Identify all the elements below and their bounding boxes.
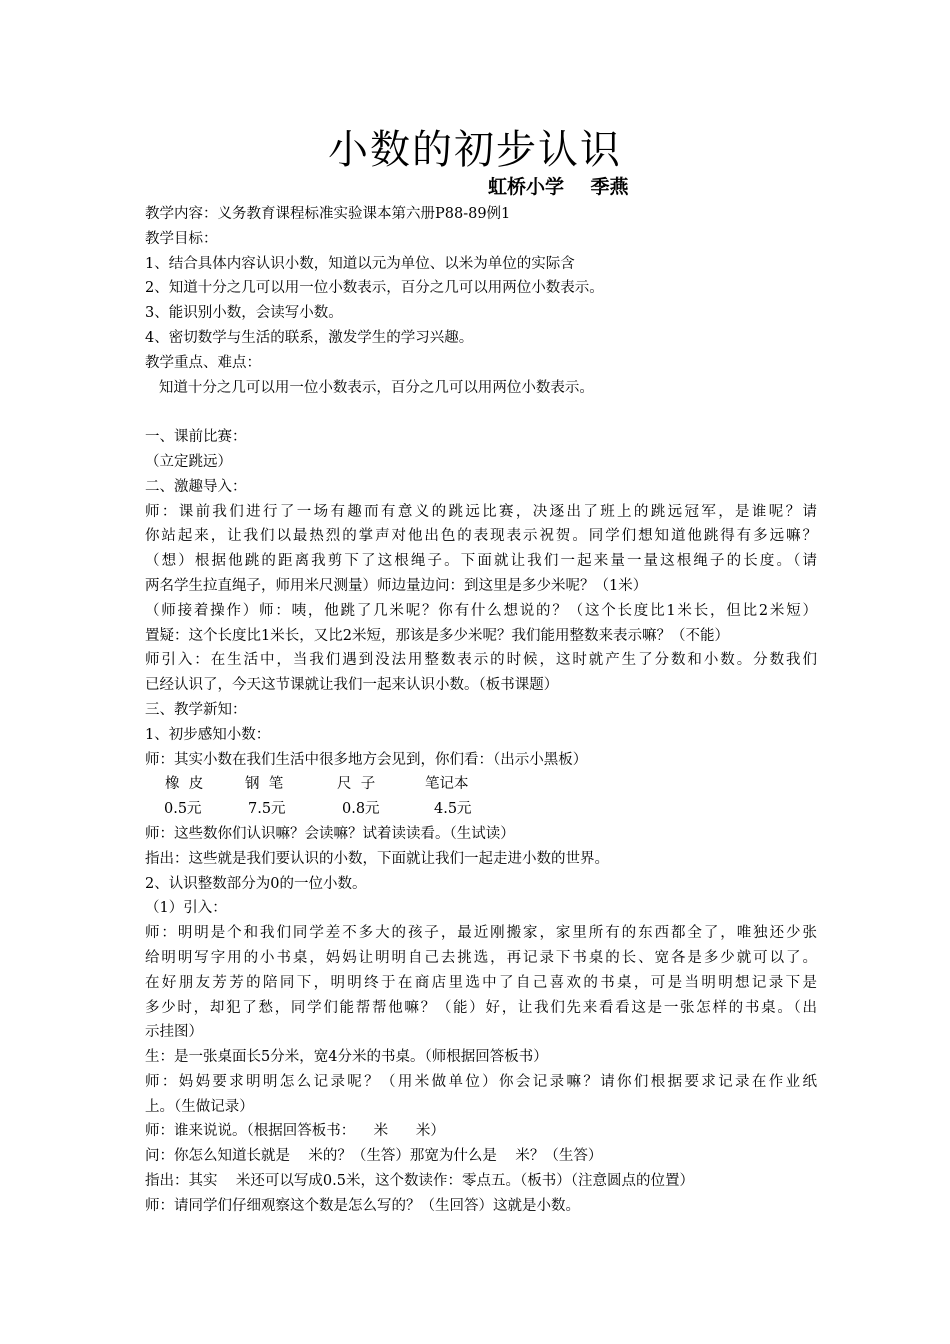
document-title: 小数的初步认识 [328, 127, 622, 173]
paragraph-line: （1）引入： [145, 900, 227, 917]
item-name: 尺 子 [337, 776, 376, 793]
paragraph-line: （立定跳远） [145, 453, 232, 470]
paragraph-line: 2、知道十分之几可以用一位小数表示，百分之几可以用两位小数表示。 [145, 280, 604, 297]
paragraph-line: 3、能识别小数，会读写小数。 [145, 305, 343, 322]
paragraph-line: 指出：这些就是我们要认识的小数，下面就让我们一起走进小数的世界。 [145, 850, 609, 867]
paragraph-line: 多少时，却犯了愁，同学们能帮帮他嘛？（能）好，让我们先来看看这是一张怎样的书桌。（出 [145, 999, 817, 1016]
paragraph-line: 2、认识整数部分为0的一位小数。 [145, 875, 367, 892]
item-price: 0.8元 [342, 801, 380, 818]
paragraph-line: 师：请同学们仔细观察这个数是怎么写的？（生回答）这就是小数。 [145, 1197, 580, 1214]
paragraph-line: 1、结合具体内容认识小数，知道以元为单位、以米为单位的实际含 [145, 255, 575, 272]
paragraph-line: 教学重点、难点： [145, 354, 261, 371]
paragraph-line: 知道十分之几可以用一位小数表示，百分之几可以用两位小数表示。 [145, 379, 594, 396]
paragraph-line: 上。（生做记录） [145, 1098, 254, 1115]
item-price: 4.5元 [434, 801, 472, 818]
item-price: 7.5元 [248, 801, 286, 818]
paragraph-line: 给明明写字用的小书桌，妈妈让明明自己去挑选，再记录下书桌的长、宽各是多少就可以了。 [145, 949, 817, 966]
paragraph-line: 4、密切数学与生活的联系，激发学生的学习兴趣。 [145, 329, 474, 346]
paragraph-line: 师：谁来说说。（根据回答板书： 米 米） [145, 1123, 445, 1140]
paragraph-line: 师：课前我们进行了一场有趣而有意义的跳远比赛，决逐出了班上的跳远冠军，是谁呢？请 [145, 503, 817, 520]
paragraph-line: 师：其实小数在我们生活中很多地方会见到，你们看：（出示小黑板） [145, 751, 588, 768]
paragraph-line: 在好朋友芳芳的陪同下，明明终于在商店里选中了自己喜欢的书桌，可是当明明想记录下是 [145, 974, 817, 991]
paragraph-line: 置疑：这个长度比1米长，又比2米短，那该是多少米呢？我们能用整数来表示嘛？（不能） [145, 627, 729, 644]
paragraph-line: 教学内容：义务教育课程标准实验课本第六册P88-89例1 [145, 206, 511, 222]
blank-line [145, 400, 817, 425]
section-heading: 三、教学新知： [145, 701, 247, 718]
item-price: 0.5元 [164, 801, 202, 818]
paragraph-line: 1、初步感知小数： [145, 726, 271, 743]
price-values-row [145, 797, 817, 822]
paragraph-line: 教学目标： [145, 230, 218, 247]
author-line: 虹桥小学 季燕 [488, 176, 629, 198]
paragraph-line: （师接着操作）师：咦，他跳了几米呢？你有什么想说的？（这个长度比1米长，但比2米短） [145, 602, 817, 619]
item-name: 钢 笔 [245, 776, 284, 793]
section-heading: 一、课前比赛： [145, 429, 247, 446]
paragraph-line: （想）根据他跳的距离我剪下了这根绳子。下面就让我们一起来量一量这根绳子的长度。（请 [145, 553, 817, 570]
paragraph-line: 师：妈妈要求明明怎么记录呢？（用米做单位）你会记录嘛？请你们根据要求记录在作业纸 [145, 1073, 817, 1090]
document-body [145, 202, 817, 1219]
paragraph-line: 问：你怎么知道长就是 米的？（生答）那宽为什么是 米？（生答） [145, 1148, 603, 1165]
paragraph-line: 示挂图） [145, 1024, 203, 1041]
price-names-row [145, 772, 817, 797]
paragraph-line: 师引入：在生活中，当我们遇到没法用整数表示的时候，这时就产生了分数和小数。分数我们 [145, 652, 817, 669]
item-name: 橡 皮 [165, 776, 204, 793]
paragraph-line: 生：是一张桌面长5分米，宽4分米的书桌。（师根据回答板书） [145, 1049, 548, 1066]
paragraph-line: 师：这些数你们认识嘛？会读嘛？试着读读看。（生试读） [145, 825, 515, 842]
paragraph-line: 师：明明是个和我们同学差不多大的孩子，最近刚搬家，家里所有的东西都全了，唯独还少张 [145, 925, 817, 942]
paragraph-line: 已经认识了，今天这节课就让我们一起来认识小数。（板书课题） [145, 677, 559, 694]
paragraph-line: 你站起来，让我们以最热烈的掌声对他出色的表现表示祝贺。同学们想知道他跳得有多远嘛？ [145, 528, 817, 545]
paragraph-line: 两名学生拉直绳子，师用米尺测量）师边量边问：到这里是多少米呢？（1米） [145, 577, 648, 594]
section-heading: 二、激趣导入： [145, 478, 247, 495]
paragraph-line: 指出：其实 米还可以写成0.5米，这个数读作：零点五。（板书）（注意圆点的位置） [145, 1173, 694, 1190]
item-name: 笔记本 [425, 776, 469, 793]
